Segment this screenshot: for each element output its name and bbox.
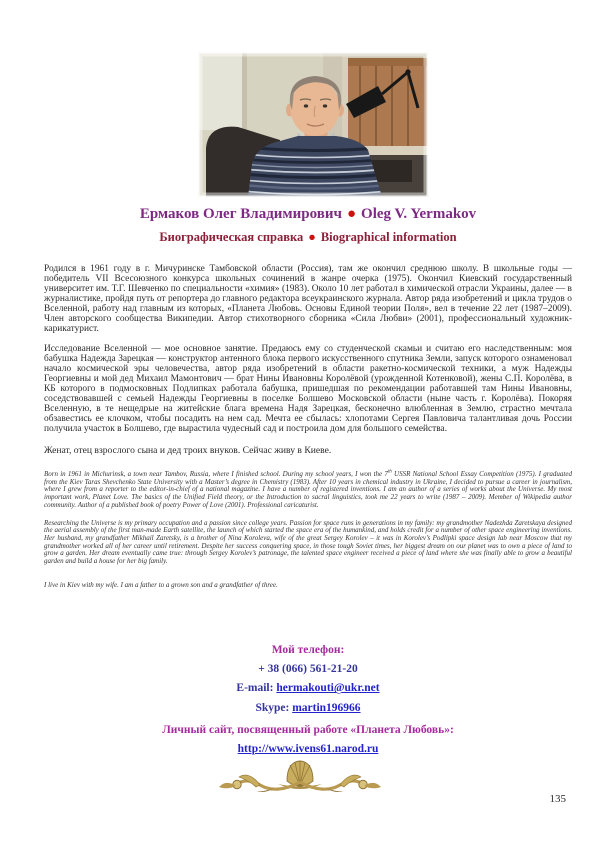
personal-site-label: Личный сайт, посвященный работе «Планета Любовь»:	[162, 723, 454, 736]
email-row	[44, 682, 572, 695]
bio-paragraph-ru-2: Исследование Вселенной — мое основное занятие. Предаюсь ему со студенческой скамьи и считаю его наследственным: моя бабушка Надежда Зарецкая — конструктор антенного блока первого искусственного спутника Земли, запуск которого ознаменовал начало космической эры человечества, автор ряда изобретений в области ракетно-космической техники, а муж Надежды Георгиевны и мой дед Михаил Мамонтович — брат Нины Ивановны Королёвой (урожденной Котенковой), жены С.П. Королёва, в КБ которого в подмосковных Подлипках работала бабушка, пришедшая по рекомендации работавшей там Нины Ивановны, соседствовавшей с семьей Надежды Георгиевны в поселке Болшево Московской области (ныне часть г. Королёва). Покоряя Вселенную, в те нещедрые на житейские блага времена Надя Зарецкая, бесконечно влюбленная в Землю, страстно мечтала обзавестись ее клочком, чтобы посадить на нем сад. Мечта ее сбылась: хлопотами Сергея Павловича талантливая дочь России получила участок в Болшево, где вырастила чудесный сад и построила дом для большого семейства.	[44, 344, 572, 434]
phone-number: + 38 (066) 561-21-20	[258, 663, 358, 676]
page-header	[44, 205, 572, 245]
title-russian: Ермаков Олег Владимирович	[139, 206, 342, 222]
skype-row	[44, 702, 572, 715]
portrait-photo	[198, 52, 428, 197]
bullet-separator-icon: ●	[308, 230, 316, 244]
skype-label: Skype:	[255, 701, 290, 714]
page-title	[44, 205, 572, 223]
site-url-row	[44, 743, 572, 756]
shell-scroll-ornament-icon	[216, 758, 384, 794]
title-english: Oleg V. Yermakov	[361, 206, 477, 222]
skype-link[interactable]: martin196966	[292, 701, 361, 714]
en-paragraph1-text: Born in 1961 in Michurinsk, a town near Tambov, Russia, where I finished school. During my school years, I won the 7	[44, 470, 388, 478]
ornament-flourish	[0, 758, 600, 799]
subtitle-english: Biographical information	[320, 230, 457, 244]
biography-content	[44, 264, 572, 589]
portrait-photo-illustration	[198, 52, 428, 197]
personal-site-link[interactable]: http://www.ivens61.narod.ru	[237, 743, 379, 756]
email-link[interactable]: hermakouti@ukr.net	[276, 682, 380, 695]
ordinal-superscript: th	[387, 469, 392, 475]
bio-paragraph-en-1	[44, 471, 572, 510]
bio-paragraph-ru-1: Родился в 1961 году в г. Мичуринске Тамбовской области (Россия), там же окончил среднюю школу. В школьные годы — победитель VII Всесоюзного конкурса школьных сочинений в жанре очерка (1975). Окончил Киевский государственный университет им. Т.Г. Шевченко по специальности «химия» (1983). Около 10 лет работал в химической отрасли Украины, далее — в журналистике, пройдя путь от репортера до главного редактора всеукраинского журнала. Автор ряда изобретений и цикла трудов о Вселенной, работу над главным из которых, «Планета Любовь. Основы Единой теории Поля», вел в течение 22 лет (1987–2009). Член авторского сообщества Википедии. Автор стихотворного сборника «Сила Любви» (2001), профессиональный художник-карикатурист.	[44, 264, 572, 334]
page-number: 135	[549, 793, 566, 805]
phone-label: Мой телефон:	[271, 644, 345, 656]
bullet-separator-icon: ●	[346, 206, 357, 222]
contact-block	[44, 644, 572, 762]
en-paragraph1-text: USSR National School Essay Competition (1975). I graduated from the Kiev Taras Shevchenko State University with a Master’s degree in Chemistry (1983). After 10 years in chemical industry in Ukraine, I decided to pursue a career in journalism, where I grew from a reporter to the editor-in-chief of a national magazine. I have a number of registered inventions. I am an author of a series of works about the Universe. My most important work, Planet Love. The basics of the Unified Field theory, or the Introduction to sacral linguistics, took me 22 years to write (1987 – 2009). Member of Wikipedia author community. Author of a published book of poetry Power of Love (2001). Professional caricaturist.	[44, 470, 572, 509]
subtitle-russian: Биографическая справка	[159, 230, 304, 244]
bio-paragraph-en-2: Researching the Universe is my primary occupation and a passion since college years. Passion for space runs in generations in my family: my grandmother Nadezhda Zaretskaya designed the aerial assembly of the first man-made Earth satellite, the launch of which started the space era of the humankind, and holds credit for a number of other space engineering inventions. Her husband, my grandfather Mikhail Zaretsky, is a brother of Nina Koroleva, wife of the great Sergey Korolev – it was in Korolev’s Podlipki space design lab near Moscow that my grandmother worked all of her career until retirement. Despite her success conquering space, in those tough Soviet times, her biggest dream on our planet was to own a piece of land to grow a garden. Her dream eventually came true: through Sergey Korolev’s patronage, the talented space engineer received a piece of land where she was finally able to grow a beautiful garden and build a house for her big family.	[44, 518, 572, 566]
page-subtitle	[44, 230, 572, 245]
bio-family-line: Женат, отец взрослого сына и дед троих внуков. Сейчас живу в Киеве.	[44, 445, 332, 456]
email-label: E-mail:	[236, 682, 274, 695]
bio-closing-line-en: I live in Kiev with my wife. I am a father to a grown son and a grandfather of three.	[44, 580, 278, 589]
